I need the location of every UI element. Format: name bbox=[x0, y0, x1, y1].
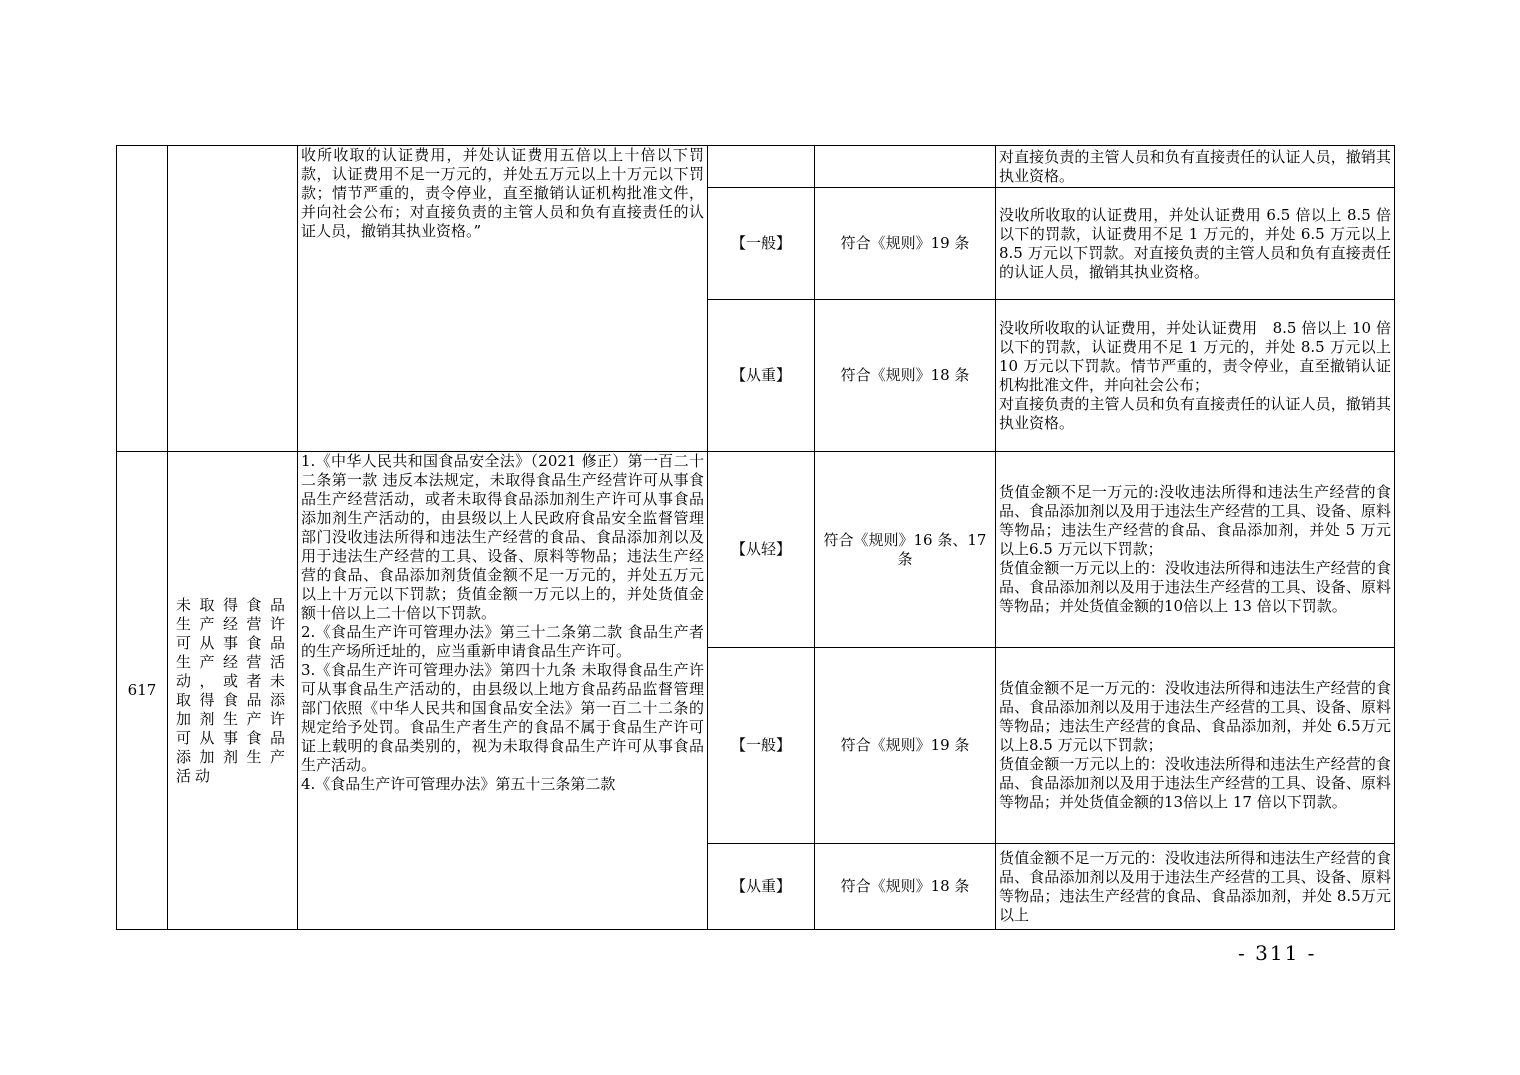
applicable-rule-cell bbox=[815, 648, 996, 844]
penalty-standard: 货值金额不足一万元的：没收违法所得和违法生产经营的食品、食品添加剂以及用于违法生产经营的工具、设备、原料等物品；违法生产经营的食品、食品添加剂，并处 8.5万元以上 bbox=[999, 848, 1391, 924]
legal-basis-text: 收所收取的认证费用，并处认证费用五倍以上十倍以下罚款，认证费用不足一万元的，并处五万元以上十万元以下罚款；情节严重的，责令停业，直至撤销认证机构批准文件，并向社会公布；对直接负责的主管人员和负有直接责任的认证人员，撤销其执业资格。” bbox=[301, 146, 704, 240]
penalty-standard-cell bbox=[996, 300, 1395, 452]
penalty-standard-cell bbox=[996, 648, 1395, 844]
applicable-rule-cell bbox=[815, 188, 996, 300]
discretion-level: 【一般】 bbox=[730, 736, 791, 754]
penalty-standard-cell bbox=[996, 452, 1395, 648]
discretion-level-cell bbox=[708, 188, 815, 300]
applicable-rule-cell bbox=[815, 452, 996, 648]
discretion-level-cell bbox=[708, 452, 815, 648]
discretion-level-cell bbox=[708, 844, 815, 930]
applicable-rule-cell bbox=[815, 844, 996, 930]
penalty-standard: 没收所收取的认证费用，并处认证费用 6.5 倍以上 8.5 倍以下的罚款，认证费用不足 1 万元的，并处 6.5 万元以上 8.5 万元以下罚款。对直接负责的主管人员和负有直接责任的认证人员，撤销其执业资格。 bbox=[999, 205, 1391, 281]
table-row bbox=[117, 146, 1395, 188]
penalty-standard: 货值金额不足一万元的：没收违法所得和违法生产经营的食品、食品添加剂以及用于违法生产经营的工具、设备、原料等物品；违法生产经营的食品、食品添加剂，并处 6.5万元以上8.5 万元以下罚款； 货值金额一万元以上的：没收违法所得和违法生产经营的食品、食品添加剂以及用于违法生产经营的工具、设备、原料等物品；并处货值金额的13倍以上 17 倍以下罚款。 bbox=[999, 679, 1391, 811]
penalty-standard: 对直接负责的主管人员和负有直接责任的认证人员，撤销其执业资格。 bbox=[999, 147, 1391, 185]
applicable-rule-cell bbox=[815, 146, 996, 188]
discretion-level: 【从重】 bbox=[730, 366, 791, 384]
legal-basis-cell bbox=[298, 146, 708, 452]
discretion-level-cell bbox=[708, 648, 815, 844]
discretion-level: 【从轻】 bbox=[730, 540, 791, 558]
violation-item: 未取得食品生产经营许可从事食品生产经营活动，或者未取得食品添加剂生产许可从事食品添加剂生产活动 bbox=[176, 595, 289, 785]
page-number: - 311 - bbox=[1238, 941, 1317, 965]
row-number-cell bbox=[117, 452, 168, 930]
discretion-level: 【从重】 bbox=[730, 877, 791, 895]
applicable-rule-cell bbox=[815, 300, 996, 452]
discretion-level-cell bbox=[708, 146, 815, 188]
applicable-rule: 符合《规则》18 条 bbox=[840, 366, 970, 384]
row-number: 617 bbox=[127, 681, 157, 699]
discretion-level-cell bbox=[708, 300, 815, 452]
discretion-level: 【一般】 bbox=[730, 234, 791, 252]
violation-item-cell bbox=[168, 146, 298, 452]
applicable-rule: 符合《规则》16 条、17 条 bbox=[823, 530, 987, 568]
legal-basis-cell bbox=[298, 452, 708, 930]
penalty-standard-cell bbox=[996, 146, 1395, 188]
table-row bbox=[117, 452, 1395, 648]
penalty-standard: 货值金额不足一万元的:没收违法所得和违法生产经营的食品、食品添加剂以及用于违法生产经营的工具、设备、原料等物品；违法生产经营的食品、食品添加剂，并处 5 万元以上6.5 万元以下罚款； 货值金额一万元以上的：没收违法所得和违法生产经营的食品、食品添加剂以及用于违法生产经营的工具、设备、原料等物品；并处货值金额的10倍以上 13 倍以下罚款。 bbox=[999, 483, 1391, 615]
penalty-standards-table bbox=[116, 145, 1395, 930]
penalty-standard-cell bbox=[996, 188, 1395, 300]
penalty-standard-cell bbox=[996, 844, 1395, 930]
applicable-rule: 符合《规则》18 条 bbox=[840, 877, 970, 895]
legal-basis-text: 1.《中华人民共和国食品安全法》（2021 修正）第一百二十二条第一款 违反本法规定，未取得食品生产经营许可从事食品生产经营活动，或者未取得食品添加剂生产许可从事食品添加剂生产活动的，由县级以上人民政府食品安全监督管理部门没收违法所得和违法生产经营的食品、食品添加剂以及用于违法生产经营的工具、设备、原料等物品；违法生产经营的食品、食品添加剂货值金额不足一万元的，并处五万元以上十万元以下罚款；货值金额一万元以上的，并处货值金额十倍以上二十倍以下罚款。 2.《食品生产许可管理办法》第三十二条第二款 食品生产者的生产场所迁址的，应当重新申请食品生产许可。 3.《食品生产许可管理办法》第四十九条 未取得食品生产许可从事食品生产活动的，由县级以上地方食品药品监督管理部门依照《中华人民共和国食品安全法》第一百二十二条的规定给予处罚。食品生产者生产的食品不属于食品生产许可证上载明的食品类别的，视为未取得食品生产许可从事食品生产活动。 4.《食品生产许可管理办法》第五十三条第二款 bbox=[301, 452, 704, 793]
applicable-rule: 符合《规则》19 条 bbox=[840, 736, 970, 754]
penalty-standard: 没收所收取的认证费用，并处认证费用 8.5 倍以上 10 倍 以下的罚款，认证费用不足 1 万元的，并处 8.5 万元以上10 万元以下罚款。情节严重的，责令停业，直至撤销认证机构批准文件，并向社会公布； 对直接负责的主管人员和负有直接责任的认证人员，撤销其执业资格。 bbox=[999, 318, 1391, 432]
row-number-cell bbox=[117, 146, 168, 452]
violation-item-cell bbox=[168, 452, 298, 930]
applicable-rule: 符合《规则》19 条 bbox=[840, 234, 970, 252]
